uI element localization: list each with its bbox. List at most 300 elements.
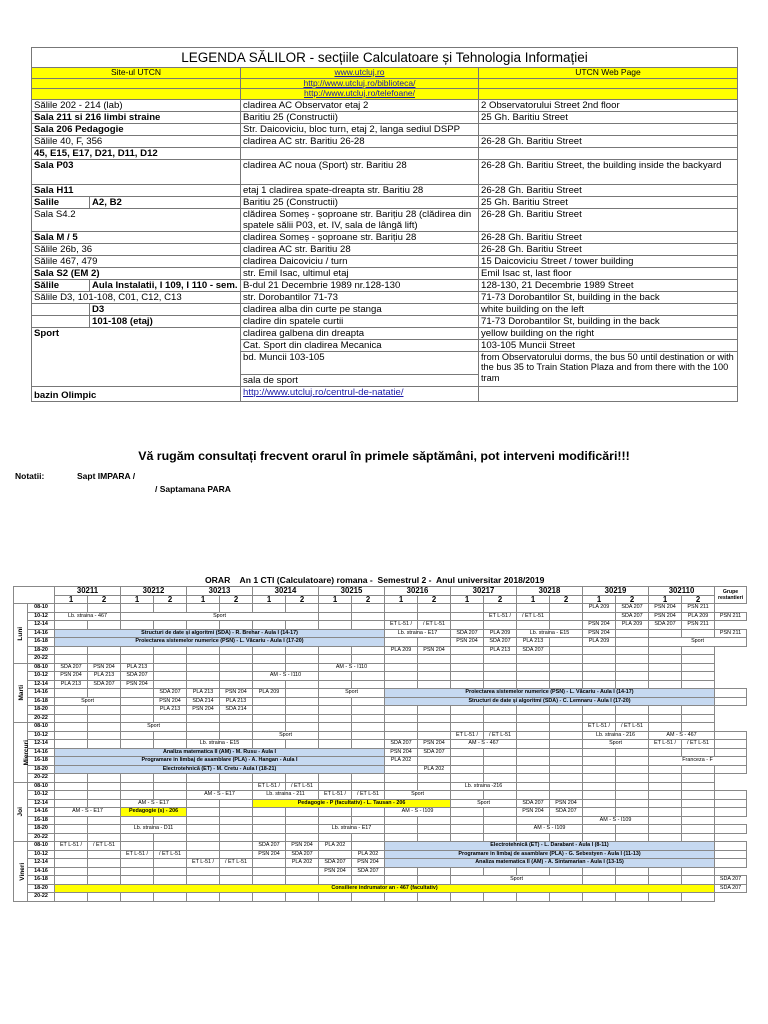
- class-cell: [682, 646, 715, 655]
- class-cell: [451, 723, 484, 732]
- class-cell: Lb. straina - E15: [187, 740, 253, 749]
- subgroup-header: 2: [88, 595, 121, 604]
- class-cell: [55, 621, 88, 630]
- class-cell: [352, 604, 385, 613]
- class-cell: PSN 204: [649, 612, 682, 621]
- course-block: Analiza matematica II (AM) - A. Sintamarian - Aula I (13-15): [385, 859, 715, 868]
- group-header: 30212: [121, 587, 187, 596]
- legend-location: [241, 147, 479, 159]
- course-block: Analiza matematica II (AM) - M. Rusu - Aula I: [55, 748, 385, 757]
- class-cell: [517, 757, 550, 766]
- class-cell: [121, 842, 154, 851]
- legend-room: Sala S2 (EM 2): [32, 267, 241, 279]
- class-cell: PLA 209: [583, 604, 616, 613]
- class-cell: [682, 723, 715, 732]
- class-cell: [121, 697, 154, 706]
- class-cell: [550, 816, 583, 825]
- class-cell: [55, 714, 88, 723]
- class-cell: [187, 816, 220, 825]
- class-cell: [517, 740, 550, 749]
- day-label: [14, 663, 28, 723]
- class-cell: [715, 740, 747, 749]
- class-cell: [583, 706, 616, 715]
- class-cell: [715, 689, 747, 698]
- class-cell: [121, 621, 154, 630]
- class-cell: [616, 867, 649, 876]
- class-cell: [121, 774, 154, 783]
- sport-address-3: from Observatorului dorms, the bus 50 until destination or with the bus 35 to Train Station Plaza and from there with the 100 tram: [479, 351, 738, 386]
- class-cell: [583, 680, 616, 689]
- class-cell: [484, 723, 517, 732]
- timetable-row: [14, 893, 747, 902]
- class-cell: [253, 697, 286, 706]
- class-cell: [682, 748, 715, 757]
- subgroup-header: 2: [352, 595, 385, 604]
- class-cell: [121, 706, 154, 715]
- class-cell: PSN 204: [550, 799, 583, 808]
- class-cell: [187, 782, 220, 791]
- class-cell: [649, 782, 682, 791]
- class-cell: / ET L-51: [484, 731, 517, 740]
- hour-slot: 10-12: [28, 850, 55, 859]
- class-cell: [319, 621, 352, 630]
- class-cell: [55, 774, 88, 783]
- class-cell: [154, 816, 187, 825]
- class-cell: PSN 204: [220, 689, 253, 698]
- legend-address: 71-73 Dorobantilor St, building in the back: [479, 315, 738, 327]
- legend-location: str. Emil Isac, ultimul etaj: [241, 267, 479, 279]
- class-cell: [286, 774, 319, 783]
- class-cell: [517, 867, 550, 876]
- class-cell: PLA 213: [88, 672, 121, 681]
- class-cell: [649, 791, 682, 800]
- class-cell: [55, 799, 88, 808]
- day-name: Joi: [16, 807, 24, 817]
- class-cell: [88, 825, 121, 834]
- class-cell: [517, 731, 550, 740]
- class-cell: [682, 867, 715, 876]
- class-cell: PSN 204: [187, 706, 220, 715]
- legend-room: Sala M / 5: [32, 231, 241, 243]
- class-cell: [385, 893, 418, 902]
- legend-library-row: [32, 78, 738, 89]
- class-cell: [220, 893, 253, 902]
- rooms-legend-table: [31, 47, 738, 402]
- class-cell: Sport: [583, 740, 649, 749]
- class-cell: [88, 740, 121, 749]
- sport-address-1: yellow building on the right: [479, 327, 738, 339]
- class-cell: [220, 646, 253, 655]
- hour-slot: 20-22: [28, 893, 55, 902]
- class-cell: [649, 893, 682, 902]
- course-block: Proiectarea sistemelor numerice (PSN) - L. Văcariu - Aula I (14-17): [385, 689, 715, 698]
- legend-location: Baritiu 25 (Constructii): [241, 111, 479, 123]
- legend-room: Sălile 40, F, 356: [32, 135, 241, 147]
- class-cell: SDA 207: [517, 799, 550, 808]
- course-block: Electrotehnică (ET) - M. Cretu - Aula I (18-21): [55, 765, 385, 774]
- class-cell: PSN 204: [418, 646, 451, 655]
- legend-address: 26-28 Gh. Baritiu Street: [479, 231, 738, 243]
- class-cell: [352, 740, 385, 749]
- class-cell: [550, 680, 583, 689]
- class-cell: [616, 825, 649, 834]
- class-cell: [583, 808, 616, 817]
- class-cell: [385, 680, 418, 689]
- class-cell: [385, 782, 418, 791]
- class-cell: [121, 646, 154, 655]
- legend-site-row: [32, 68, 738, 79]
- legend-row: [32, 147, 738, 159]
- class-cell: Lb. straina - E15: [517, 629, 583, 638]
- class-cell: [121, 867, 154, 876]
- class-cell: [649, 672, 682, 681]
- class-cell: AM - S - E17: [187, 791, 253, 800]
- class-cell: [286, 816, 319, 825]
- class-cell: [154, 893, 187, 902]
- class-cell: AM - S - E17: [55, 808, 121, 817]
- web-page-label: UTCN Web Page: [479, 68, 738, 79]
- course-block: Electrotehnică (ET) - L. Darabant - Aula I (8-11): [385, 842, 715, 851]
- legend-room: Sălile 467, 479: [32, 255, 241, 267]
- timetable-row: [14, 884, 747, 893]
- class-cell: [220, 799, 253, 808]
- legend-rows: [32, 99, 738, 327]
- library-link[interactable]: http://www.utcluj.ro/biblioteca/: [241, 78, 479, 89]
- class-cell: [319, 723, 352, 732]
- class-cell: PLA 213: [121, 663, 154, 672]
- class-cell: [616, 774, 649, 783]
- class-cell: [583, 782, 616, 791]
- class-cell: [319, 672, 352, 681]
- timetable-row: [14, 612, 747, 621]
- class-cell: [550, 791, 583, 800]
- class-cell: / ET L-51: [88, 842, 121, 851]
- class-cell: [55, 655, 88, 664]
- class-cell: [451, 646, 484, 655]
- class-cell: [550, 604, 583, 613]
- class-cell: [220, 867, 253, 876]
- timetable-row: [14, 850, 747, 859]
- class-cell: SDA 207: [550, 808, 583, 817]
- class-cell: PSN 211: [715, 629, 747, 638]
- class-cell: SDA 214: [220, 706, 253, 715]
- hour-slot: 18-20: [28, 825, 55, 834]
- subgroup-header: 2: [484, 595, 517, 604]
- class-cell: [517, 706, 550, 715]
- legend-room-prefix: Salile: [32, 196, 90, 208]
- site-link[interactable]: www.utcluj.ro: [241, 68, 479, 79]
- class-cell: [88, 867, 121, 876]
- class-cell: [88, 706, 121, 715]
- class-cell: [154, 731, 187, 740]
- class-cell: [220, 714, 253, 723]
- pool-label: bazin Olimpic: [32, 386, 241, 401]
- corner-cell: [14, 587, 55, 604]
- legend-room: A2, B2: [90, 196, 241, 208]
- legend-row: [32, 243, 738, 255]
- class-cell: [550, 638, 583, 647]
- class-cell: [550, 663, 583, 672]
- class-cell: [616, 791, 649, 800]
- subgroup-header: 2: [220, 595, 253, 604]
- legend-room: Sălile 202 - 214 (lab): [32, 99, 241, 111]
- class-cell: Sport: [385, 791, 451, 800]
- class-cell: [352, 816, 385, 825]
- legend-room: Aula Instalatii, I 109, I 110 - sem.: [90, 279, 241, 291]
- class-cell: [682, 655, 715, 664]
- class-cell: [220, 680, 253, 689]
- legend-address: 26-28 Gh. Baritiu Street: [479, 135, 738, 147]
- class-cell: [352, 782, 385, 791]
- class-cell: SDA 207: [418, 748, 451, 757]
- class-cell: Sport: [451, 799, 517, 808]
- class-cell: [418, 672, 451, 681]
- class-cell: [682, 774, 715, 783]
- phones-link[interactable]: http://www.utcluj.ro/telefoane/: [241, 89, 479, 100]
- class-cell: [418, 731, 451, 740]
- class-cell: / ET L-51: [154, 850, 187, 859]
- class-cell: [484, 655, 517, 664]
- timetable-row: [14, 680, 747, 689]
- legend-location: cladirea alba din curte pe stanga: [241, 303, 479, 315]
- class-cell: [253, 646, 286, 655]
- class-cell: [682, 799, 715, 808]
- hour-slot: 16-18: [28, 638, 55, 647]
- class-cell: [385, 825, 418, 834]
- timetable-row: [14, 782, 747, 791]
- class-cell: [154, 876, 187, 885]
- class-cell: [649, 663, 682, 672]
- group-header: 30214: [253, 587, 319, 596]
- legend-row: [32, 123, 738, 135]
- class-cell: [187, 680, 220, 689]
- class-cell: PSN 204: [583, 621, 616, 630]
- class-cell: [220, 663, 253, 672]
- class-cell: [286, 621, 319, 630]
- class-cell: [418, 757, 451, 766]
- legend-row: [32, 291, 738, 303]
- legend-row: [32, 111, 738, 123]
- class-cell: PLA 202: [418, 765, 451, 774]
- class-cell: [88, 816, 121, 825]
- class-cell: [649, 646, 682, 655]
- class-cell: [451, 706, 484, 715]
- hour-slot: 12-14: [28, 859, 55, 868]
- class-cell: [187, 893, 220, 902]
- class-cell: [451, 825, 484, 834]
- class-cell: [484, 816, 517, 825]
- hour-slot: 12-14: [28, 680, 55, 689]
- class-cell: [319, 893, 352, 902]
- day-label: [14, 782, 28, 842]
- class-cell: [319, 697, 352, 706]
- class-cell: / ET L-51: [616, 723, 649, 732]
- sport-address-2: 103-105 Muncii Street: [479, 339, 738, 351]
- group-header: 30219: [583, 587, 649, 596]
- class-cell: [418, 604, 451, 613]
- class-cell: [484, 825, 517, 834]
- class-cell: [55, 706, 88, 715]
- class-cell: [484, 893, 517, 902]
- class-cell: [352, 833, 385, 842]
- class-cell: Sport: [451, 876, 583, 885]
- hour-slot: 10-12: [28, 791, 55, 800]
- timetable-row: [14, 859, 747, 868]
- class-cell: [451, 867, 484, 876]
- class-cell: [451, 663, 484, 672]
- class-cell: [385, 867, 418, 876]
- class-cell: [451, 893, 484, 902]
- class-cell: [385, 612, 418, 621]
- class-cell: [121, 655, 154, 664]
- class-cell: [352, 714, 385, 723]
- class-cell: [451, 612, 484, 621]
- class-cell: [550, 757, 583, 766]
- class-cell: [220, 774, 253, 783]
- legend-room-prefix: [32, 315, 90, 327]
- class-cell: Lb. straina - E17: [385, 629, 451, 638]
- class-cell: [385, 774, 418, 783]
- class-cell: [385, 723, 418, 732]
- class-cell: [253, 867, 286, 876]
- class-cell: [352, 680, 385, 689]
- hour-slot: 20-22: [28, 774, 55, 783]
- class-cell: [583, 672, 616, 681]
- timetable-subgroup-header: [14, 595, 747, 604]
- class-cell: SDA 207: [121, 672, 154, 681]
- class-cell: [517, 774, 550, 783]
- hour-slot: 08-10: [28, 663, 55, 672]
- class-cell: [682, 680, 715, 689]
- class-cell: [154, 740, 187, 749]
- day-name: Vineri: [19, 862, 27, 881]
- class-cell: [154, 833, 187, 842]
- class-cell: [583, 663, 616, 672]
- class-cell: / ET L-51: [286, 782, 319, 791]
- hour-slot: 14-16: [28, 689, 55, 698]
- class-cell: [715, 765, 747, 774]
- class-cell: AM - S - I110: [319, 663, 385, 672]
- subgroup-header: 2: [286, 595, 319, 604]
- class-cell: [286, 867, 319, 876]
- class-cell: [550, 867, 583, 876]
- group-header: 30216: [385, 587, 451, 596]
- timetable-row: [14, 808, 747, 817]
- sport-location-4: sala de sport: [241, 374, 479, 386]
- class-cell: [55, 825, 88, 834]
- hour-slot: 08-10: [28, 842, 55, 851]
- class-cell: [88, 893, 121, 902]
- class-cell: Sport: [253, 731, 319, 740]
- hour-slot: 16-18: [28, 697, 55, 706]
- timetable-row: [14, 799, 747, 808]
- class-cell: Sport: [55, 697, 121, 706]
- class-cell: ET L-51 /: [385, 621, 418, 630]
- class-cell: PLA 213: [517, 638, 550, 647]
- class-cell: [253, 774, 286, 783]
- hour-slot: 18-20: [28, 765, 55, 774]
- class-cell: [715, 748, 747, 757]
- class-cell: [88, 621, 121, 630]
- class-cell: [187, 672, 220, 681]
- class-cell: SDA 207: [616, 604, 649, 613]
- legend-address: 26-28 Gh. Baritiu Street: [479, 184, 738, 196]
- class-cell: [121, 816, 154, 825]
- legend-location: cladirea AC Observator etaj 2: [241, 99, 479, 111]
- legend-room: Sala 211 si 216 limbi straine: [32, 111, 241, 123]
- legend-room: 101-108 (etaj): [90, 315, 241, 327]
- class-cell: [484, 757, 517, 766]
- class-cell: [649, 774, 682, 783]
- timetable-row: [14, 655, 747, 664]
- class-cell: [616, 757, 649, 766]
- class-cell: [682, 629, 715, 638]
- class-cell: [484, 672, 517, 681]
- hour-slot: 20-22: [28, 714, 55, 723]
- hour-slot: 08-10: [28, 723, 55, 732]
- class-cell: [451, 672, 484, 681]
- class-cell: [583, 757, 616, 766]
- notes-odd-week: Sapt IMPARA /: [77, 471, 136, 481]
- class-cell: [616, 638, 649, 647]
- class-cell: [649, 748, 682, 757]
- class-cell: [88, 731, 121, 740]
- sport-label: Sport: [32, 327, 241, 386]
- timetable-row: [14, 604, 747, 613]
- class-cell: [55, 646, 88, 655]
- class-cell: [715, 825, 747, 834]
- course-block: Proiectarea sistemelor numerice (PSN) - L. Văcariu - Aula I (17-20): [55, 638, 385, 647]
- timetable-row: [14, 731, 747, 740]
- class-cell: [451, 748, 484, 757]
- class-cell: ET L-51 /: [451, 731, 484, 740]
- legend-address: [479, 123, 738, 135]
- class-cell: [616, 655, 649, 664]
- hour-slot: 14-16: [28, 748, 55, 757]
- class-cell: [550, 621, 583, 630]
- class-cell: [187, 825, 220, 834]
- class-cell: [187, 842, 220, 851]
- class-cell: SDA 214: [187, 697, 220, 706]
- class-cell: [517, 680, 550, 689]
- legend-address: white building on the left: [479, 303, 738, 315]
- class-cell: [715, 808, 747, 817]
- hour-slot: 12-14: [28, 740, 55, 749]
- timetable-row: [14, 876, 747, 885]
- class-cell: [220, 655, 253, 664]
- class-cell: [319, 740, 352, 749]
- timetable: [13, 586, 747, 902]
- class-cell: [517, 816, 550, 825]
- class-cell: [319, 808, 352, 817]
- class-cell: [319, 731, 352, 740]
- timetable-row: [14, 867, 747, 876]
- class-cell: [187, 799, 220, 808]
- class-cell: [418, 723, 451, 732]
- course-block: Structuri de date și algoritmi (SDA) - C. Lemnaru - Aula I (17-20): [385, 697, 715, 706]
- class-cell: Sport: [649, 638, 747, 647]
- class-cell: [88, 723, 121, 732]
- class-cell: [484, 833, 517, 842]
- class-cell: [682, 791, 715, 800]
- class-cell: [385, 655, 418, 664]
- pool-link[interactable]: http://www.utcluj.ro/centrul-de-natatie/: [241, 386, 479, 401]
- legend-room: Sala 206 Pedagogie: [32, 123, 241, 135]
- class-cell: [418, 876, 451, 885]
- class-cell: [385, 672, 418, 681]
- legend-row: [32, 231, 738, 243]
- class-cell: [253, 723, 286, 732]
